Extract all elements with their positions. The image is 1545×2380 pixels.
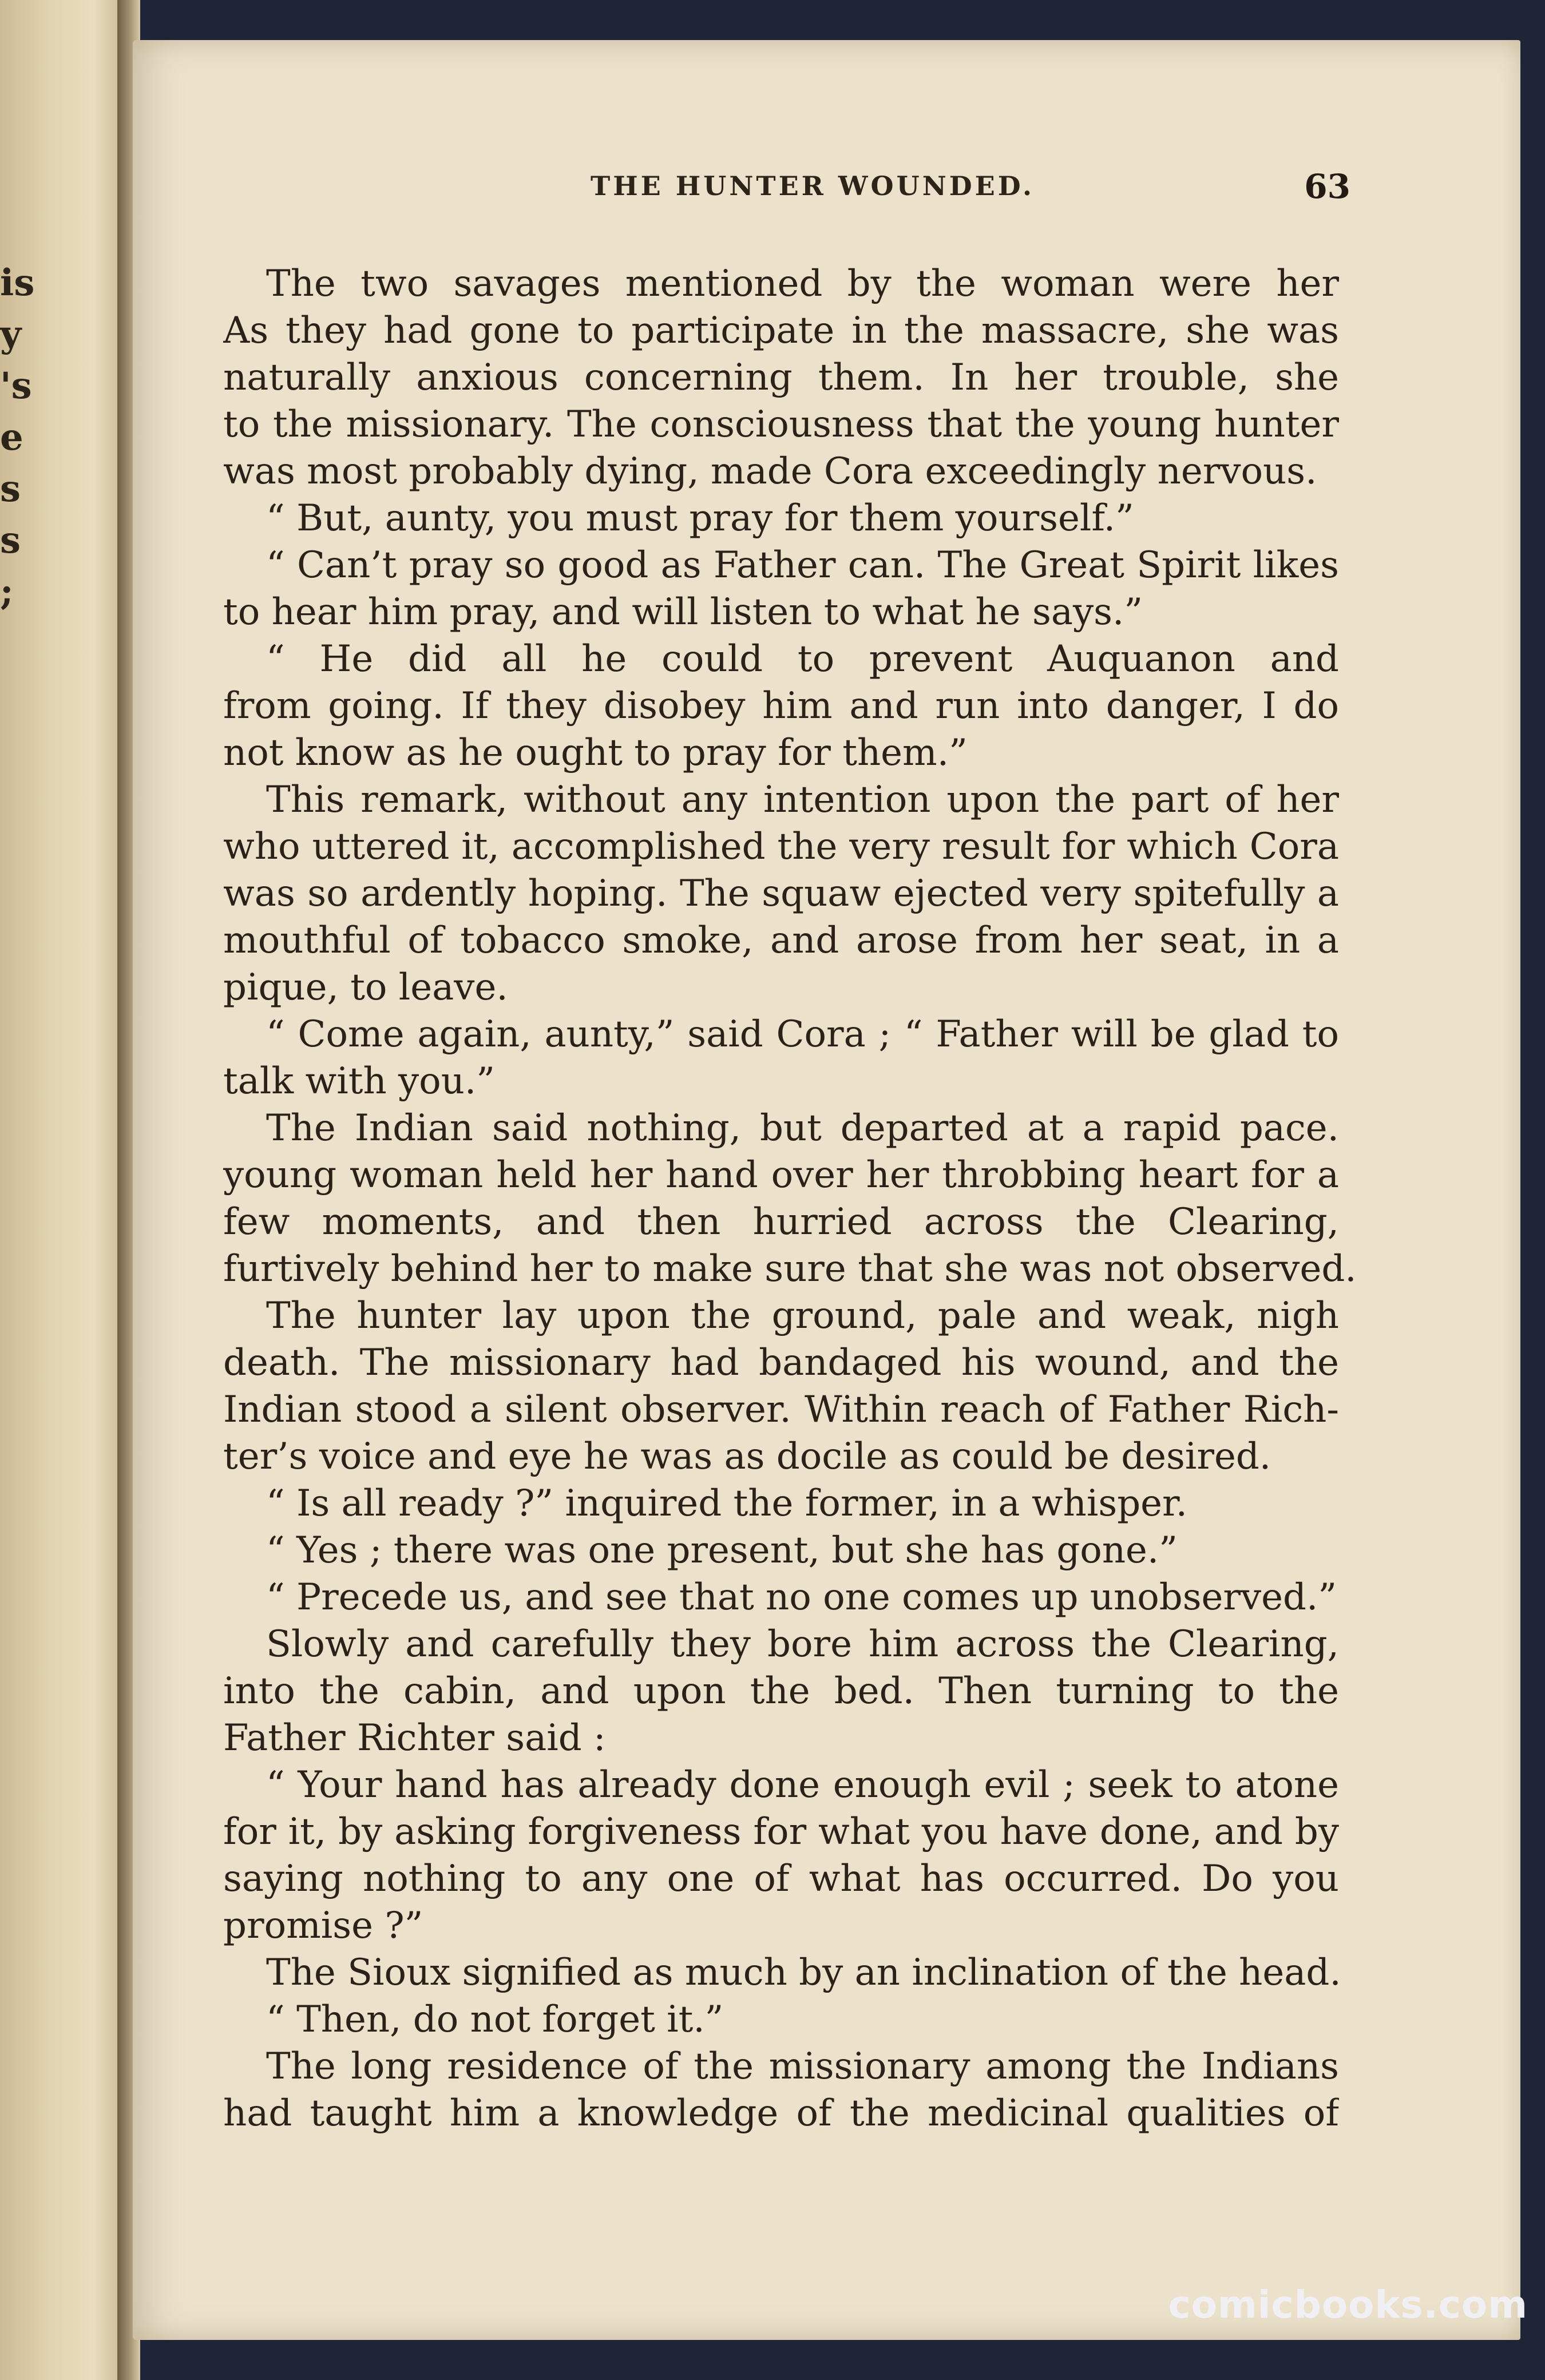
text-line: naturally anxious concerning them. In her trouble, she [223, 356, 1339, 399]
watermark: comicbooks.com [1168, 2283, 1528, 2327]
text-line: saying nothing to any one of what has occurred. Do you [223, 1858, 1339, 1900]
text-line: “ But, aunty, you must pray for them yourself.” [266, 497, 1134, 540]
text-line: into the cabin, and upon the bed. Then turning to the [223, 1670, 1339, 1712]
text-line: to hear him pray, and will listen to what he says.” [223, 591, 1143, 633]
text-line: to the missionary. The consciousness that the young hunter [223, 403, 1339, 446]
text-line: not know as he ought to pray for them.” [223, 732, 968, 774]
text-line: The long residence of the missionary among the Indians [266, 2045, 1339, 2088]
text-line: “ Yes ; there was one present, but she has gone.” [266, 1529, 1178, 1572]
facing-page-fragment: s [0, 467, 21, 510]
text-line: for it, by asking forgiveness for what you have done, and by [223, 1811, 1339, 1853]
text-line: few moments, and then hurried across the Clearing, [223, 1201, 1339, 1243]
text-line: death. The missionary had bandaged his wound, and the [223, 1342, 1339, 1384]
text-line: young woman held her hand over her throbbing heart for a [223, 1154, 1339, 1196]
text-line: This remark, without any intention upon the part of her [266, 779, 1339, 821]
text-line: was most probably dying, made Cora exceedingly nervous. [223, 450, 1317, 493]
text-line: The two savages mentioned by the woman were her [266, 263, 1339, 305]
facing-page-fragment: s [0, 519, 21, 562]
text-line: who uttered it, accomplished the very result for which Cora [223, 826, 1339, 868]
text-line: talk with you.” [223, 1060, 495, 1102]
text-line: “ Your hand has already done enough evil ; seek to atone [266, 1764, 1339, 1806]
text-line: ter’s voice and eye he was as docile as could be desired. [223, 1435, 1271, 1478]
facing-page-fragment: ; [0, 570, 14, 613]
facing-page-fragment: 's [0, 364, 32, 407]
text-line: from going. If they disobey him and run into danger, I do [223, 685, 1339, 727]
text-line: Indian stood a silent observer. Within reach of Father Rich- [223, 1389, 1339, 1431]
page-body-text [223, 260, 1357, 2137]
text-line: “ Then, do not forget it.” [266, 1998, 724, 2041]
text-line: Slowly and carefully they bore him across the Clearing, [266, 1623, 1339, 1665]
running-head: THE HUNTER WOUNDED. [590, 170, 1035, 201]
text-line: The Sioux signified as much by an inclination of the head. [266, 1951, 1341, 1994]
text-line: “ Is all ready ?” inquired the former, in a whisper. [266, 1482, 1187, 1525]
text-line: The hunter lay upon the ground, pale and weak, nigh [266, 1295, 1339, 1337]
text-line: “ Precede us, and see that no one comes up unobserved.” [266, 1576, 1337, 1619]
facing-page-fragment: y [0, 313, 22, 356]
text-line: “ Come again, aunty,” said Cora ; “ Father will be glad to [266, 1013, 1339, 1056]
facing-page-fragments [0, 257, 34, 618]
text-line: The Indian said nothing, but departed at a rapid pace. [266, 1107, 1339, 1149]
text-line: mouthful of tobacco smoke, and arose from her seat, in a [223, 919, 1339, 962]
text-line: Father Richter said : [223, 1717, 606, 1759]
text-line: “ He did all he could to prevent Auquanon and [266, 638, 1339, 680]
page-number: 63 [1304, 167, 1350, 206]
text-line: “ Can’t pray so good as Father can. The Great Spirit likes [266, 544, 1339, 586]
facing-page-fragment: is [0, 261, 35, 304]
text-line: had taught him a knowledge of the medicinal qualities of [223, 2092, 1339, 2135]
text-line: pique, to leave. [223, 966, 508, 1009]
text-line: was so ardently hoping. The squaw ejected very spitefully a [223, 872, 1339, 915]
text-line: promise ?” [223, 1905, 423, 1947]
facing-page-fragment: e [0, 416, 23, 459]
text-line: furtively behind her to make sure that she was not observed. [223, 1248, 1357, 1290]
text-line: As they had gone to participate in the massacre, she was [223, 310, 1339, 352]
